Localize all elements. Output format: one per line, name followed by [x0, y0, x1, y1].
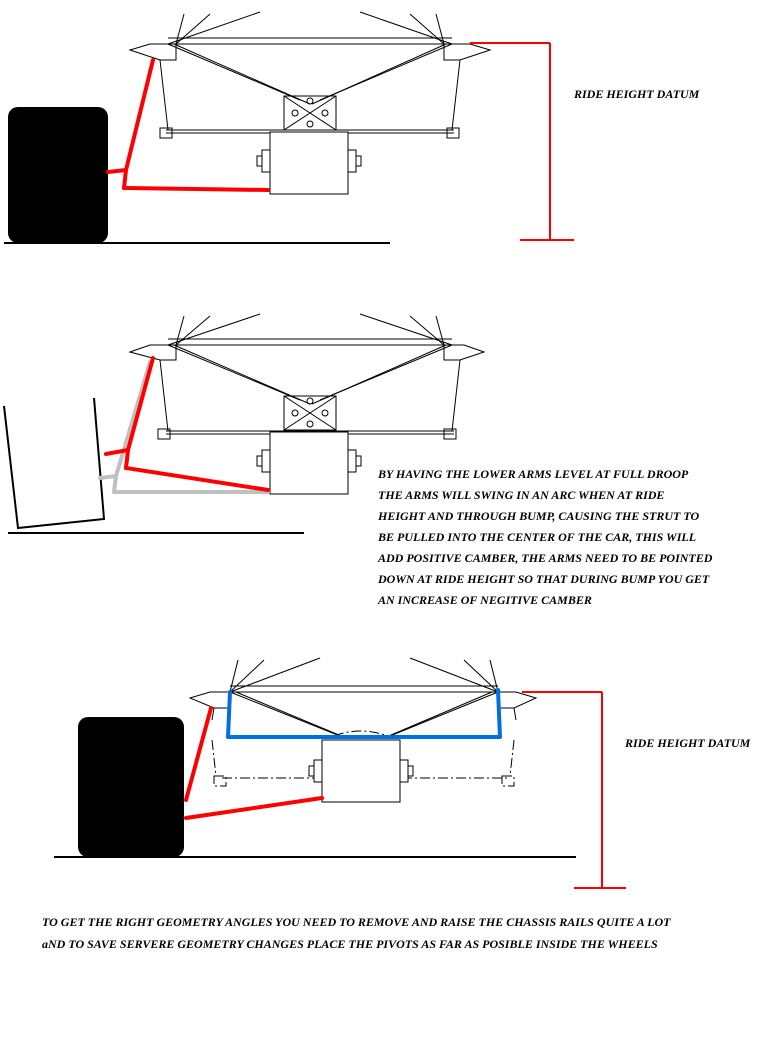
- tyre: [78, 717, 184, 857]
- tyre: [8, 107, 108, 243]
- explanation-line: THE ARMS WILL SWING IN AN ARC WHEN AT RIDE: [378, 488, 665, 502]
- subframe: [190, 658, 536, 738]
- lower-arm-red: [108, 60, 268, 190]
- conclusion-line: aND TO SAVE SERVERE GEOMETRY CHANGES PLACE THE PIVOTS AS FAR AS POSIBLE INSIDE THE WHEELS: [42, 937, 658, 951]
- differential: [257, 132, 361, 194]
- explanation-line: DOWN AT RIDE HEIGHT SO THAT DURING BUMP YOU GET: [378, 572, 710, 586]
- panel-raised-rails: [54, 658, 626, 888]
- ride-height-datum-label-1: RIDE HEIGHT DATUM: [574, 87, 700, 101]
- differential: [257, 432, 361, 494]
- explanation-line: BY HAVING THE LOWER ARMS LEVEL AT FULL DROOP: [378, 467, 689, 481]
- lower-arm-red: [186, 708, 322, 818]
- differential: [309, 740, 413, 802]
- raised-rail-blue: [228, 690, 500, 737]
- ride-height-datum-label-2: RIDE HEIGHT DATUM: [625, 736, 751, 750]
- explanation-line: AN INCREASE OF NEGITIVE CAMBER: [378, 593, 592, 607]
- subframe: [130, 12, 490, 138]
- explanation-text: [378, 464, 712, 611]
- conclusion-line: TO GET THE RIGHT GEOMETRY ANGLES YOU NEED TO REMOVE AND RAISE THE CHASSIS RAILS QUITE A LOT: [42, 915, 671, 929]
- explanation-line: BE PULLED INTO THE CENTER OF THE CAR, THIS WILL: [378, 530, 697, 544]
- lower-arm-grey: [100, 362, 268, 492]
- explanation-line: ADD POSITIVE CAMBER, THE ARMS NEED TO BE POINTED: [378, 551, 713, 565]
- conclusion-text: [42, 911, 670, 955]
- datum-marker-2: [522, 692, 626, 888]
- explanation-line: HEIGHT AND THROUGH BUMP, CAUSING THE STRUT TO: [378, 509, 700, 523]
- subframe: [130, 314, 484, 439]
- tyre-outline: [4, 398, 104, 528]
- datum-marker-1: [470, 43, 574, 240]
- panel-ride-height: [4, 12, 574, 243]
